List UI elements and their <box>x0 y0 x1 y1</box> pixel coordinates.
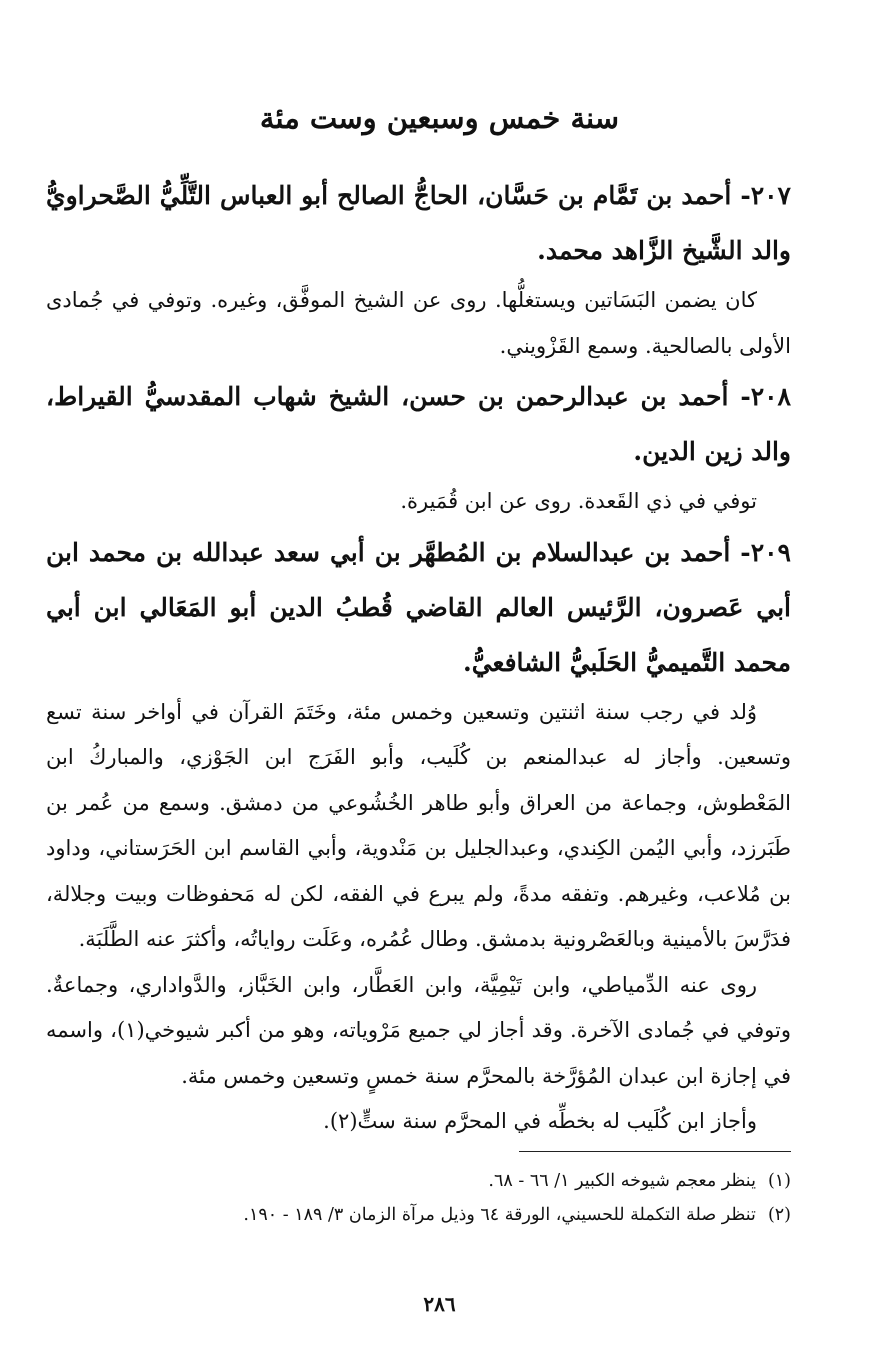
footnote-marker: (١) <box>767 1171 791 1191</box>
entry-paragraph: وُلد في رجب سنة اثنتين وتسعين وخمس مئة، وخَتَمَ القرآن في أواخر سنة تسع وتسعين. وأجاز له عبدالمنعم بن كُلَيب، وأبو الفَرَج ابن الجَوْزي، والمباركُ ابن المَعْطوش، وجماعة من العراق وأبو طاهر الخُشُوعي من دمشق. وسمع من عُمر بن طَبَرزد، وأبي اليُمن الكِندي، وعبدالجليل بن مَنْدوية، وأبي القاسم ابن الحَرَستاني، وداود بن مُلاعب، وغيرهم. وتفقه مدةً، ولم يبرع في الفقه، لكن له مَحفوظات وبيت وجلالة، فدَرَّسَ بالأمينية وبالعَصْرونية بدمشق. وطال عُمُره، وعَلَت رواياتُه، وأكثرَ عنه الطَّلَبَة. <box>46 699 791 951</box>
footnotes <box>46 1164 791 1232</box>
footnote-divider <box>519 1151 791 1152</box>
entry-paragraph: كان يضمن البَسَاتين ويستغلُّها. روى عن الشيخ الموفَّق، وغيره. وتوفي في جُمادى الأولى بالصالحية. وسمع القَزْويني. <box>46 288 791 358</box>
page-number: ٢٨٦ <box>423 1292 456 1316</box>
entry-heading: ٢٠٨- أحمد بن عبدالرحمن بن حسن، الشيخ شهاب المقدسيُّ القيراط، والد زين الدين. <box>46 382 791 466</box>
footnote-2 <box>46 1198 791 1232</box>
entry-heading: ٢٠٧- أحمد بن تَمَّام بن حَسَّان، الحاجُّ الصالح أبو العباس التَّلِّيُّ الصَّحراويُّ والد الشَّيخ الزَّاهد محمد. <box>46 181 791 265</box>
entry-208 <box>46 369 791 525</box>
entry-paragraph: روى عنه الدِّمياطي، وابن تَيْمِيَّة، وابن العَطَّار، وابن الخَبَّاز، والدَّواداري، وجماعةٌ. وتوفي في جُمادى الآخرة. وقد أجاز لي جميع مَرْوياته، وهو من أكبر شيوخي(١)، واسمه في إجازة ابن عبدان المُؤرَّخة بالمحرَّم سنة خمسٍ وتسعين وخمس مئة. <box>46 972 791 1088</box>
entry-paragraph: وأجاز ابن كُلَيب له بخطِّه في المحرَّم سنة ستٍّ(٢). <box>323 1109 757 1133</box>
page-title: سنة خمس وسبعين وست مئة <box>259 101 620 135</box>
entry-paragraph: توفي في ذي القَعدة. روى عن ابن قُمَيرة. <box>400 489 757 513</box>
main-text <box>46 168 791 1145</box>
footnote-text: ينظر معجم شيوخه الكبير ١/ ٦٦ - ٦٨. <box>488 1171 756 1191</box>
footnote-marker: (٢) <box>767 1205 791 1225</box>
footnote-text: تنظر صلة التكملة للحسيني، الورقة ٦٤ وذيل مرآة الزمان ٣/ ١٨٩ - ١٩٠. <box>243 1205 756 1225</box>
entry-207 <box>46 168 791 369</box>
footnote-1 <box>46 1164 791 1198</box>
entry-heading: ٢٠٩- أحمد بن عبدالسلام بن المُطهَّر بن أبي سعد عبدالله بن محمد ابن أبي عَصرون، الرَّئيس العالم القاضي قُطبُ الدين أبو المَعَالي ابن أبي محمد التَّميميُّ الحَلَبيُّ الشافعيُّ. <box>46 537 791 677</box>
entry-209 <box>46 525 791 1145</box>
